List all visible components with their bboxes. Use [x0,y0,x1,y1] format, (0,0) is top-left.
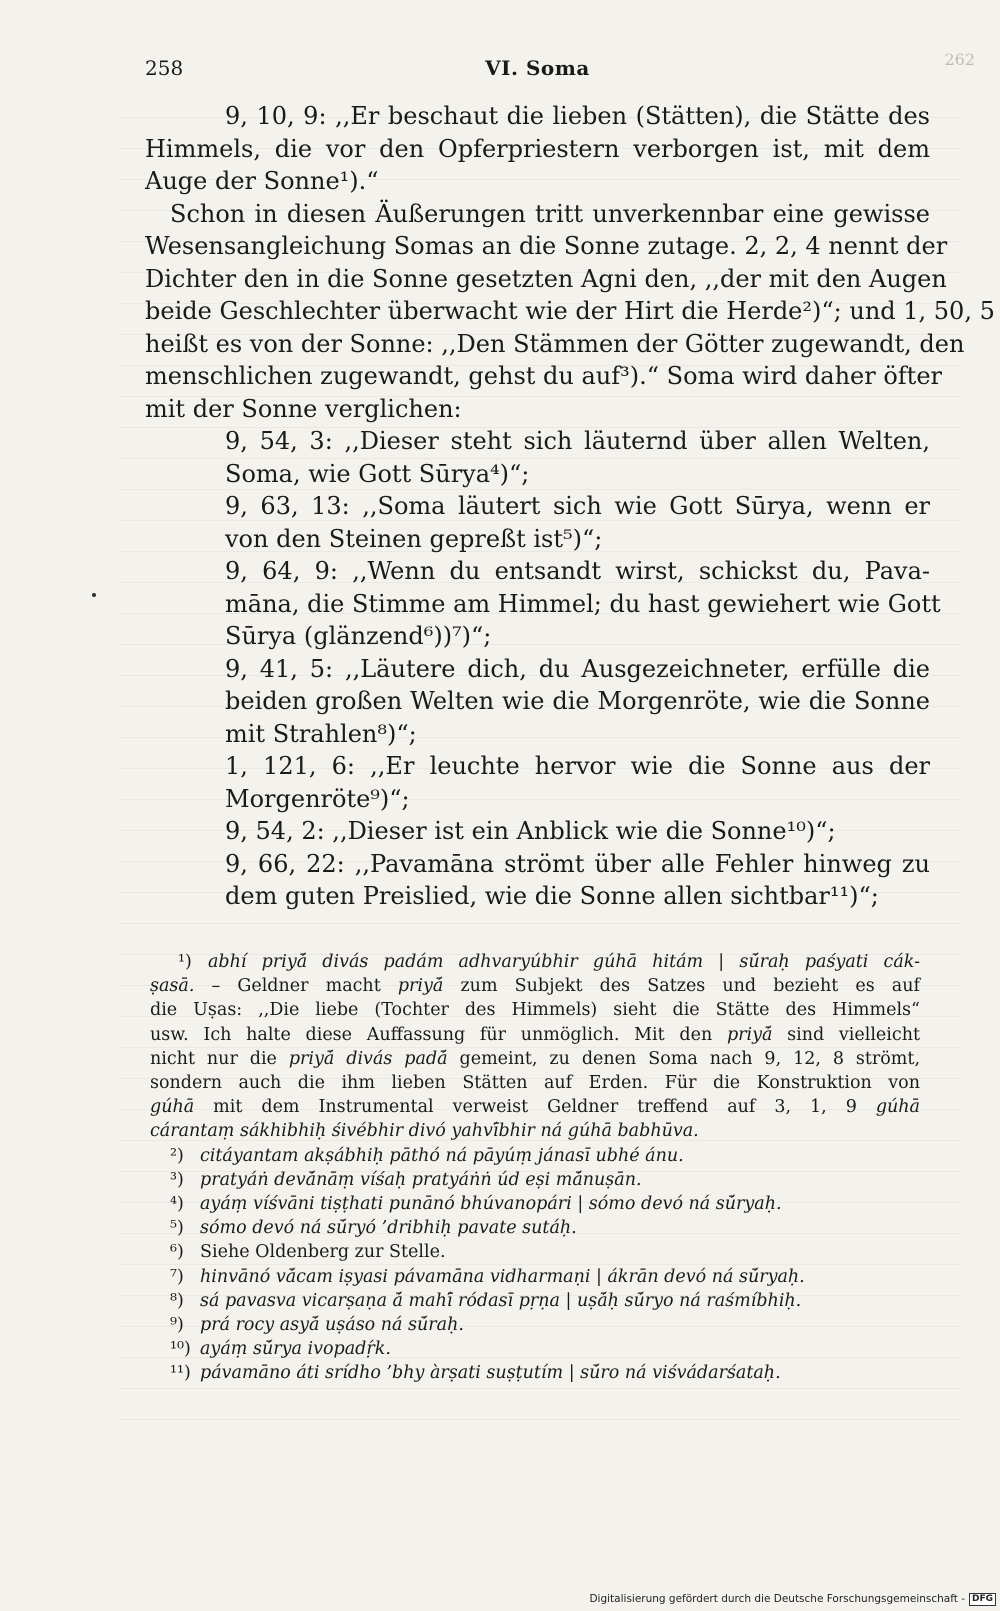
footnote-text: sómo devó ná sū́ryó ’dribhiḥ pavate sutáḥ. [200,1218,577,1239]
footnote-text: usw. Ich halte diese Auffassung für unmöglich. Mit den [150,1024,727,1045]
quote-line: Sūrya (glänzend⁶))⁷)“; [225,622,492,650]
text-line: Auge der Sonne¹).“ [145,167,379,195]
quote-line: 9, 66, 22: ,,Pavamāna strömt über alle Fehler hinweg zu [225,849,930,878]
footnote-entry [150,1216,920,1240]
footnote-entry [150,1168,920,1192]
footnote-text: priyā́ [726,1024,773,1045]
footnote-text: zum Subjekt des Satzes und bezieht es auf [443,976,920,997]
footnote-text: gúhā [150,1097,195,1118]
footnote-number: ⁶) [170,1242,184,1263]
quote-line: 9, 64, 9: ,,Wenn du entsandt wirst, schickst du, Pava- [225,557,930,585]
quote-line: mit Strahlen⁸)“; [225,719,417,748]
footnote-number: ³) [170,1169,184,1190]
quote-line: Morgenröte⁹)“; [225,784,410,813]
text-line: 9, 10, 9: ,,Er beschaut die lieben (Stätten), die Stätte des [225,102,930,130]
footnote-entry [150,1337,920,1361]
footnote-text: priyā́ divás padā́ [288,1048,448,1069]
footnote-text: ayáṃ sū́rya ivopadṛ́k. [200,1339,391,1360]
running-head: VI. Soma [485,56,590,80]
text-line: Dichter den in die Sonne gesetzten Agni den, ,,der mit den Augen [145,264,947,293]
footnote-text: nicht nur die [150,1048,289,1069]
footnote-text: citáyantam akṣábhiḥ pāthó ná pāyúṃ jánasī ubhé ánu. [200,1145,684,1166]
footnote-1-line: cárantaṃ sákhibhiḥ śivébhir divó yahvī́bhir ná gúhā babhūva. [150,1121,699,1142]
quote-line: māna, die Stimme am Himmel; du hast gewiehert wie Gott [225,589,941,618]
footnote-entry [150,1265,920,1289]
quote-line: Soma, wie Gott Sūrya⁴)“; [225,459,530,488]
quote-line: von den Steinen gepreßt ist⁵)“; [225,524,603,553]
footnote-text: hinvānó vā́cam iṣyasi pávamāna vidharmaṇi | ákrān devó ná sū́ryaḥ. [200,1266,805,1287]
footnote-number: ¹) [178,952,192,972]
footnote-text: mit dem Instrumental verweist Geldner treffend auf 3, 1, 9 [194,1097,876,1118]
text-line: Schon in diesen Äußerungen tritt unverkennbar eine gewisse [170,199,930,228]
footnote-text: gúhā [875,1097,920,1118]
text-line: heißt es von der Sonne: ,,Den Stämmen der Götter zugewandt, den [145,329,965,358]
footnote-text: priyā́ [397,976,444,997]
speck [92,593,96,597]
main-text [145,100,995,913]
footnote-text: Siehe Oldenberg zur Stelle. [200,1242,446,1263]
text-line: beide Geschlechter überwacht wie der Hirt die Herde²)“; und 1, 50, 5 [145,297,995,325]
footnote-number: ⁸) [170,1290,184,1311]
footnote-1-line: sondern auch die ihm lieben Stätten auf Erden. Für die Konstruktion von [150,1073,920,1094]
footnote-text: sind vielleicht [772,1024,920,1045]
footnote-text: gemeint, zu denen Soma nach 9, 12, 8 strömt, [447,1048,921,1069]
quote-line: dem guten Preislied, wie die Sonne allen sichtbar¹¹)“; [225,882,879,910]
bleed-page-number: 262 [944,50,975,69]
footnote-number: ²) [170,1145,184,1166]
footnote-number: ¹⁰) [170,1339,191,1360]
footnote-list [150,1144,920,1386]
footnote-1-line [150,1095,920,1119]
quote-line: 1, 121, 6: ,,Er leuchte hervor wie die Sonne aus der [225,752,930,780]
quote-line: beiden großen Welten wie die Morgenröte, wie die Sonne [225,687,930,715]
footnote-text: abhí priyā́ divás padám adhvaryúbhir gúhā hitám | sū́raḥ paśyati cák- [208,952,920,972]
text-line: menschlichen zugewandt, gehst du auf³).“ Soma wird daher öfter [145,362,942,390]
footnote-text: pratyáṅ devā́nāṃ víśaḥ pratyáṅṅ úd eṣi mā́nuṣān. [200,1169,642,1190]
footnote-entry [150,1144,920,1168]
footnote-number: ⁹) [170,1315,184,1336]
footnote-entry [150,1240,920,1264]
footnote-text: – Geldner macht [194,976,398,997]
page-header [145,50,975,84]
footnote-1-line [150,974,920,998]
footnote-text: pávamāno áti srídho ’bhy àrṣati suṣṭutím | sū́ro ná viśvádarśataḥ. [200,1363,781,1384]
footnote-1-line [150,1023,920,1047]
page-number: 258 [145,56,184,80]
quote-line: 9, 54, 3: ,,Dieser steht sich läuternd über allen Welten, [225,427,930,455]
text-line: mit der Sonne verglichen: [145,394,462,423]
footnote-entry [150,1289,920,1313]
footnote-text: ṣasā. [150,976,195,997]
dfg-footer [589,1591,996,1607]
footnote-entry [150,1192,920,1216]
footer-text: Digitalisierung gefördert durch die Deutsche Forschungsgemeinschaft - [589,1593,965,1605]
footnote-1-line [150,950,920,974]
footnote-number: ⁵) [170,1218,184,1239]
footnote-entry [150,1313,920,1337]
text-line: Wesensangleichung Somas an die Sonne zutage. 2, 2, 4 nennt der [145,232,948,260]
footnote-number: ⁴) [170,1194,184,1215]
footnote-number: ⁷) [170,1266,184,1287]
footnote-entry [150,1361,920,1385]
quote-line: 9, 41, 5: ,,Läutere dich, du Ausgezeichneter, erfülle die [225,654,930,683]
footnote-number: ¹¹) [170,1363,191,1384]
footnote-text: prá rocy asyā́ uṣáso ná sū́raḥ. [200,1315,464,1336]
footnotes [150,950,920,1386]
quote-line: 9, 63, 13: ,,Soma läutert sich wie Gott Sūrya, wenn er [225,492,930,520]
footnote-1-line [150,1047,920,1071]
footnote-text: sá pavasva vicarṣaṇa ā́ mahī́ ródasī pṛṇa | uṣā́ḥ sū́ryo ná raśmíbhiḥ. [200,1290,802,1311]
footnote-text: ayáṃ víśvāni tiṣṭhati punānó bhúvanopári | sómo devó ná sū́ryaḥ. [200,1194,782,1215]
text-line: Himmels, die vor den Opferpriestern verborgen ist, mit dem [145,134,930,163]
footnote-1-line: die Uṣas: ,,Die liebe (Tochter des Himmels) sieht die Stätte des Himmels“ [150,1000,920,1021]
dfg-logo: DFG [969,1593,996,1606]
quote-line: 9, 54, 2: ,,Dieser ist ein Anblick wie die Sonne¹⁰)“; [225,817,836,845]
